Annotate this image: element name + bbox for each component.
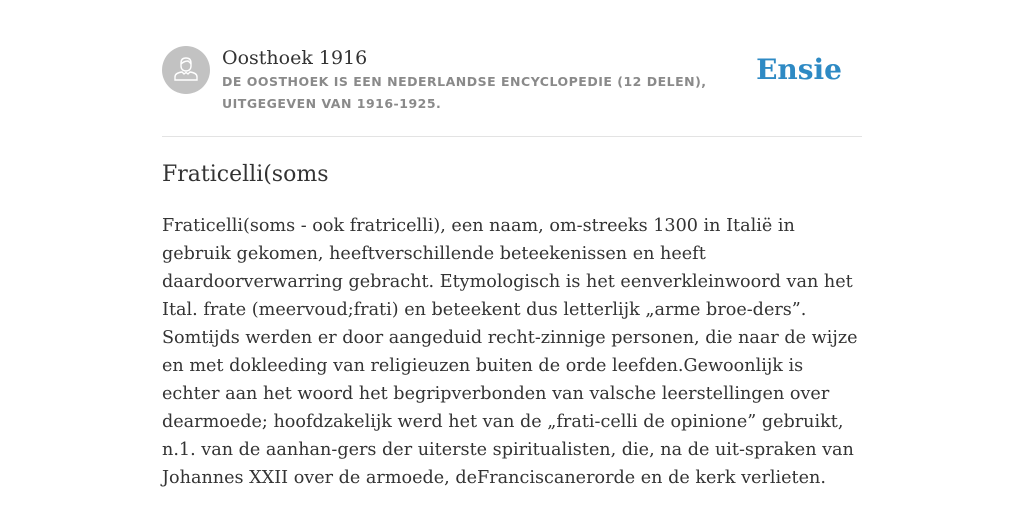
article-title: Fraticelli(soms (162, 162, 329, 187)
source-description: DE OOSTHOEK IS EEN NEDERLANDSE ENCYCLOPEDIE (12 DELEN), UITGEGEVEN VAN 1916-1925. (222, 74, 707, 111)
avatar[interactable] (162, 46, 210, 94)
ensie-logo[interactable]: Ensie (756, 53, 842, 86)
user-icon (172, 54, 200, 87)
article-body: Fraticelli(soms - ook fratricelli), een naam, om-streeks 1300 in Italië in gebruik gekomen, heeftverschillende beteekenissen en heeft daardoorverwarring gebracht. Etymologisch is het eenverkleinwoord van het Ital. frate (meervoud;frati) en beteekent dus letterlijk „arme broe-ders”. Somtijds werden er door aangeduid recht-zinnige personen, die naar de wijze en met dokleeding van religieuzen buiten de orde leefden.Gewoonlijk is echter aan het woord het begripverbonden van valsche leerstellingen over dearmoede; hoofdzakelijk werd het van de „frati-celli de opinione” gebruikt, n.1. van de aanhan-gers der uiterste spiritualisten, die, na de uit-spraken van Johannes XXII over de armoede, deFranciscanerorde en de kerk verlieten. (162, 216, 858, 488)
source-name[interactable]: Oosthoek 1916 (222, 47, 368, 69)
source-header (162, 46, 862, 137)
